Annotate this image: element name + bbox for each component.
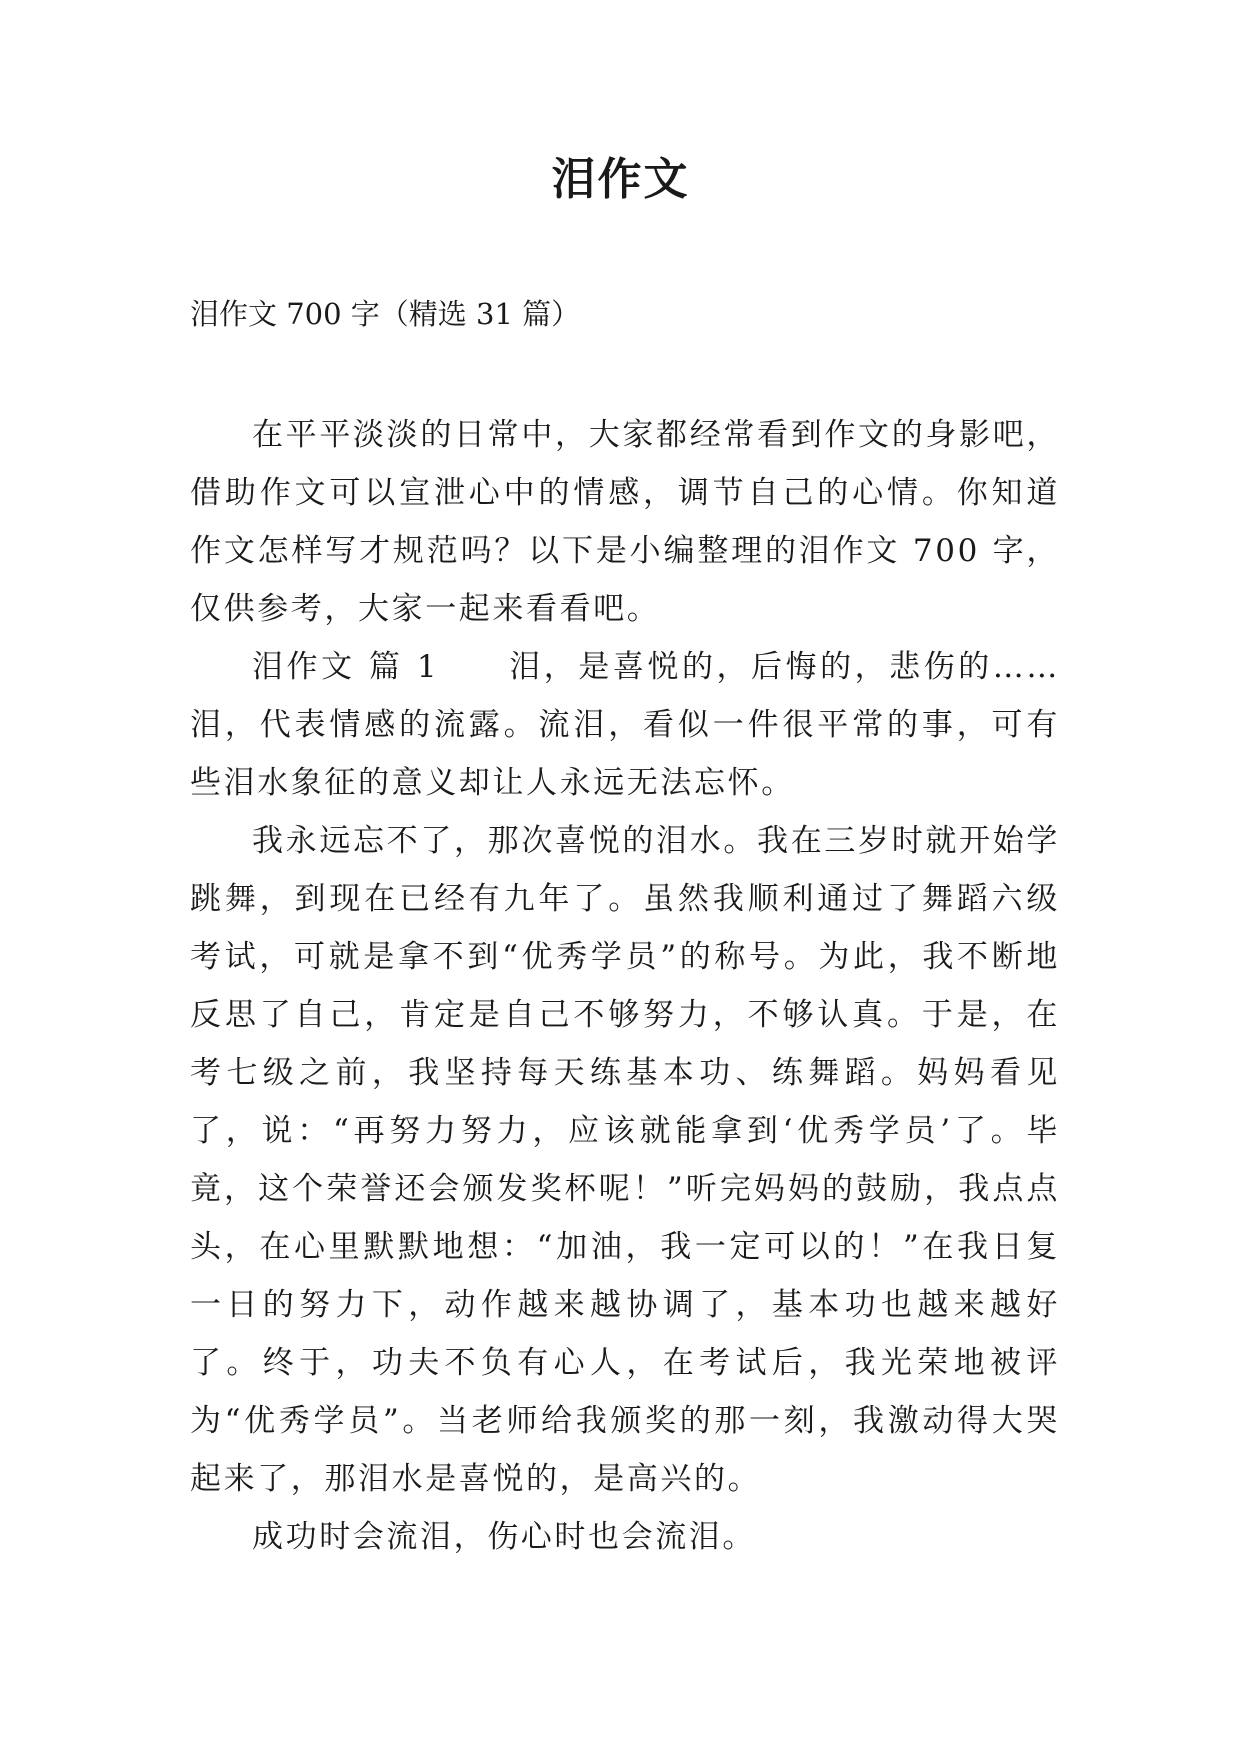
paragraph-essay-1-closing: 成功时会流泪，伤心时也会流泪。: [252, 1519, 756, 1555]
document-title: 泪作文: [551, 154, 690, 205]
document-body: [190, 406, 1060, 1566]
paragraph-essay-1-dance: 我永远忘不了，那次喜悦的泪水。我在三岁时就开始学跳舞，到现在已经有九年了。虽然我顺利通过了舞蹈六级考试，可就是拿不到“优秀学员”的称号。为此，我不断地反思了自己，肯定是自己不够努力，不够认真。于是，在考七级之前，我坚持每天练基本功、练舞蹈。妈妈看见了，说：“再努力努力，应该就能拿到‘优秀学员’了。毕竟，这个荣誉还会颁发奖杯呢！”听完妈妈的鼓励，我点点头，在心里默默地想：“加油，我一定可以的！”在我日复一日的努力下，动作越来越协调了，基本功也越来越好了。终于，功夫不负有心人，在考试后，我光荣地被评为“优秀学员”。当老师给我颁奖的那一刻，我激动得大哭起来了，那泪水是喜悦的，是高兴的。: [190, 823, 1060, 1497]
paragraph-essay-1-opening: 泪作文 篇 1 泪，是喜悦的，后悔的，悲伤的……泪，代表情感的流露。流泪，看似一件很平常的事，可有些泪水象征的意义却让人永远无法忘怀。: [190, 649, 1060, 801]
document-subtitle: 泪作文 700 字（精选 31 篇）: [190, 297, 581, 331]
paragraph-intro: 在平平淡淡的日常中，大家都经常看到作文的身影吧，借助作文可以宣泄心中的情感，调节自己的心情。你知道作文怎样写才规范吗？以下是小编整理的泪作文 700 字，仅供参考，大家一起来看看吧。: [190, 417, 1060, 627]
